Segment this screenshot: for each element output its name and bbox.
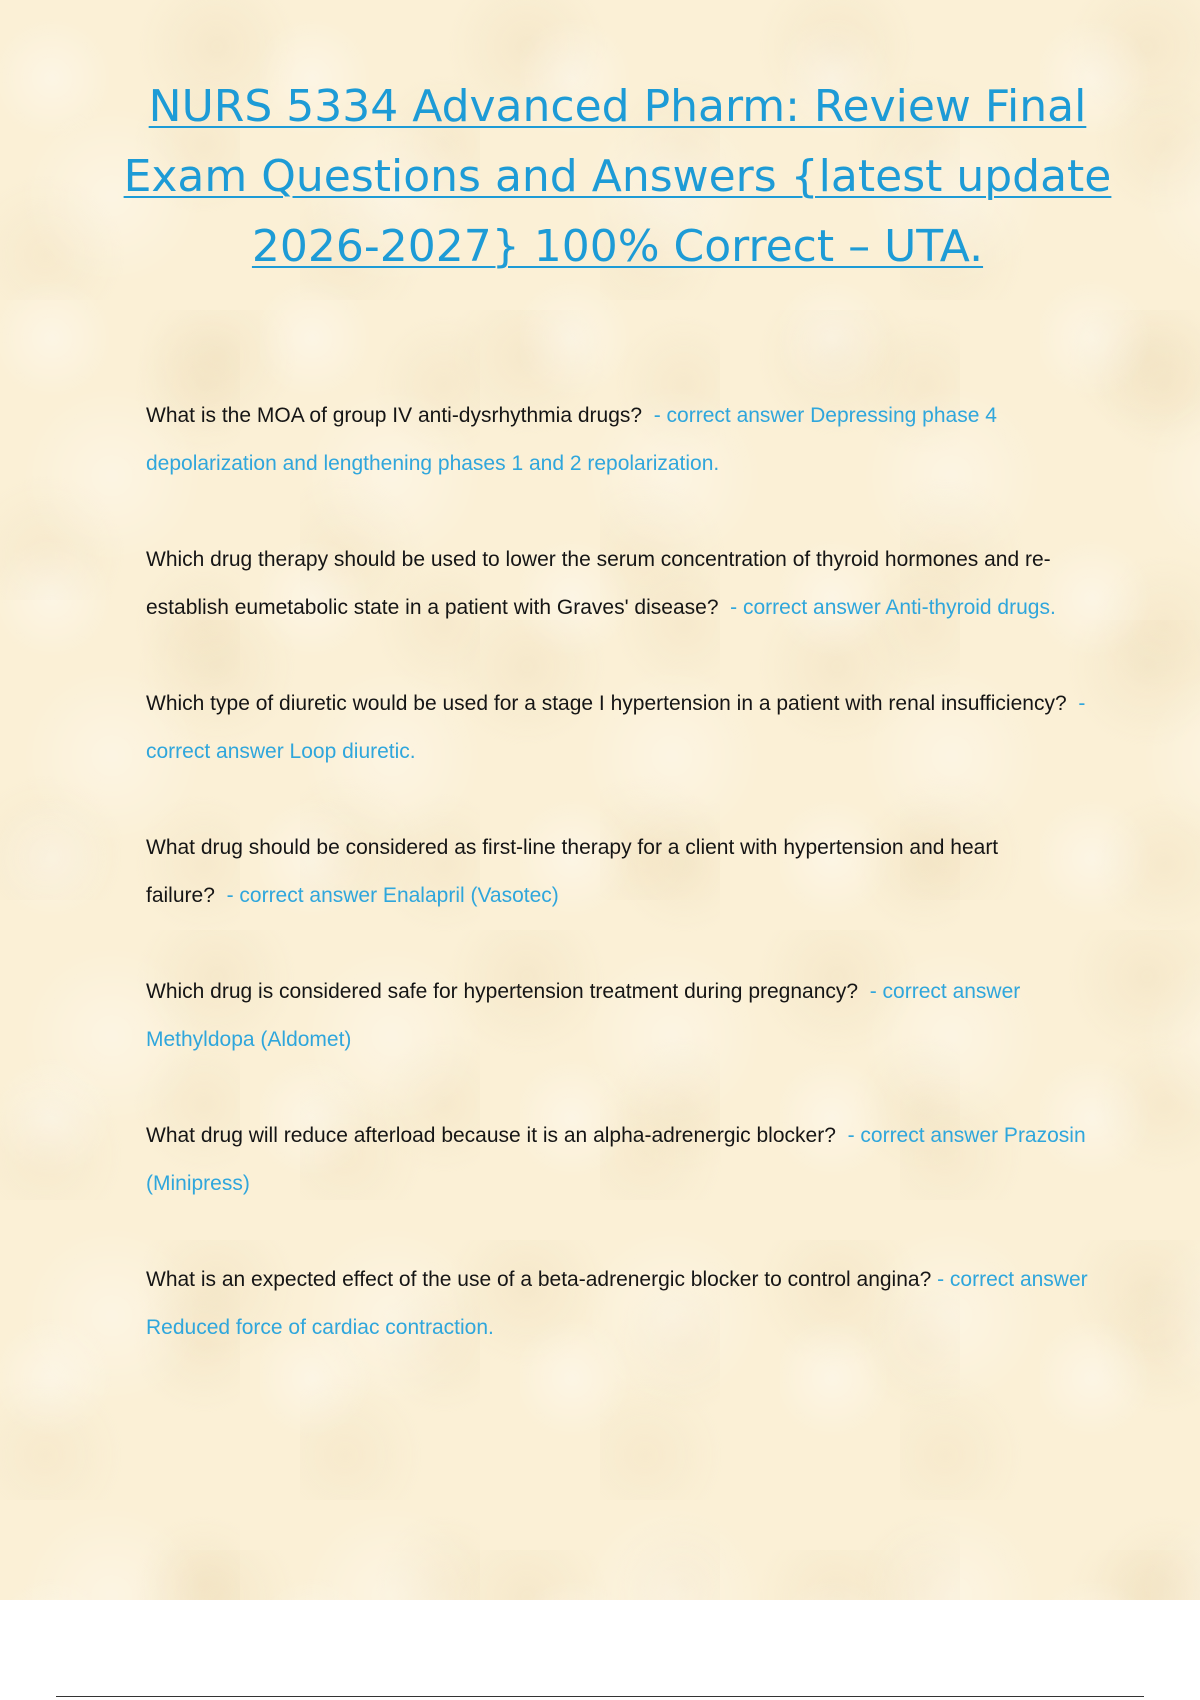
answer-text: - correct answer Prazosin (Minipress)	[146, 1124, 1086, 1195]
answer-text: - correct answer Methyldopa (Aldomet)	[146, 980, 1021, 1051]
question-text: What is an expected effect of the use of a beta-adrenergic blocker to control angina?	[146, 1268, 932, 1291]
question-text: Which drug therapy should be used to lower the serum concentration of thyroid hormones and re-establish eumetabolic state in a patient with Graves' disease?	[146, 548, 1051, 619]
question-text: Which type of diuretic would be used for a stage I hypertension in a patient with renal insufficiency?	[146, 692, 1067, 715]
footer-rule	[56, 1696, 1144, 1697]
document-title	[120, 72, 1115, 282]
qa-item-3	[146, 680, 1091, 776]
qa-item-2	[146, 536, 1091, 632]
qa-item-4	[146, 824, 1091, 920]
question-text: What drug will reduce afterload because it is an alpha-adrenergic blocker?	[146, 1124, 836, 1147]
answer-text: - correct answer Loop diuretic.	[146, 692, 1086, 763]
question-text: What is the MOA of group IV anti-dysrhythmia drugs?	[146, 404, 643, 427]
qa-item-6	[146, 1112, 1091, 1208]
qa-list	[146, 392, 1091, 1400]
answer-text: - correct answer Reduced force of cardiac contraction.	[146, 1268, 1088, 1339]
answer-text: - correct answer Anti-thyroid drugs.	[730, 596, 1056, 619]
question-text: Which drug is considered safe for hypertension treatment during pregnancy?	[146, 980, 859, 1003]
question-text: What drug should be considered as first-line therapy for a client with hypertension and heart failure?	[146, 836, 999, 907]
qa-item-5	[146, 968, 1091, 1064]
document-title-link[interactable]: NURS 5334 Advanced Pharm: Review Final Exam Questions and Answers {latest update 2026-2027} 100% Correct – UTA.	[123, 81, 1112, 272]
qa-item-1	[146, 392, 1091, 488]
answer-text: - correct answer Enalapril (Vasotec)	[226, 884, 559, 907]
answer-text: - correct answer Depressing phase 4 depolarization and lengthening phases 1 and 2 repolarization.	[146, 404, 997, 475]
qa-item-7	[146, 1256, 1091, 1352]
